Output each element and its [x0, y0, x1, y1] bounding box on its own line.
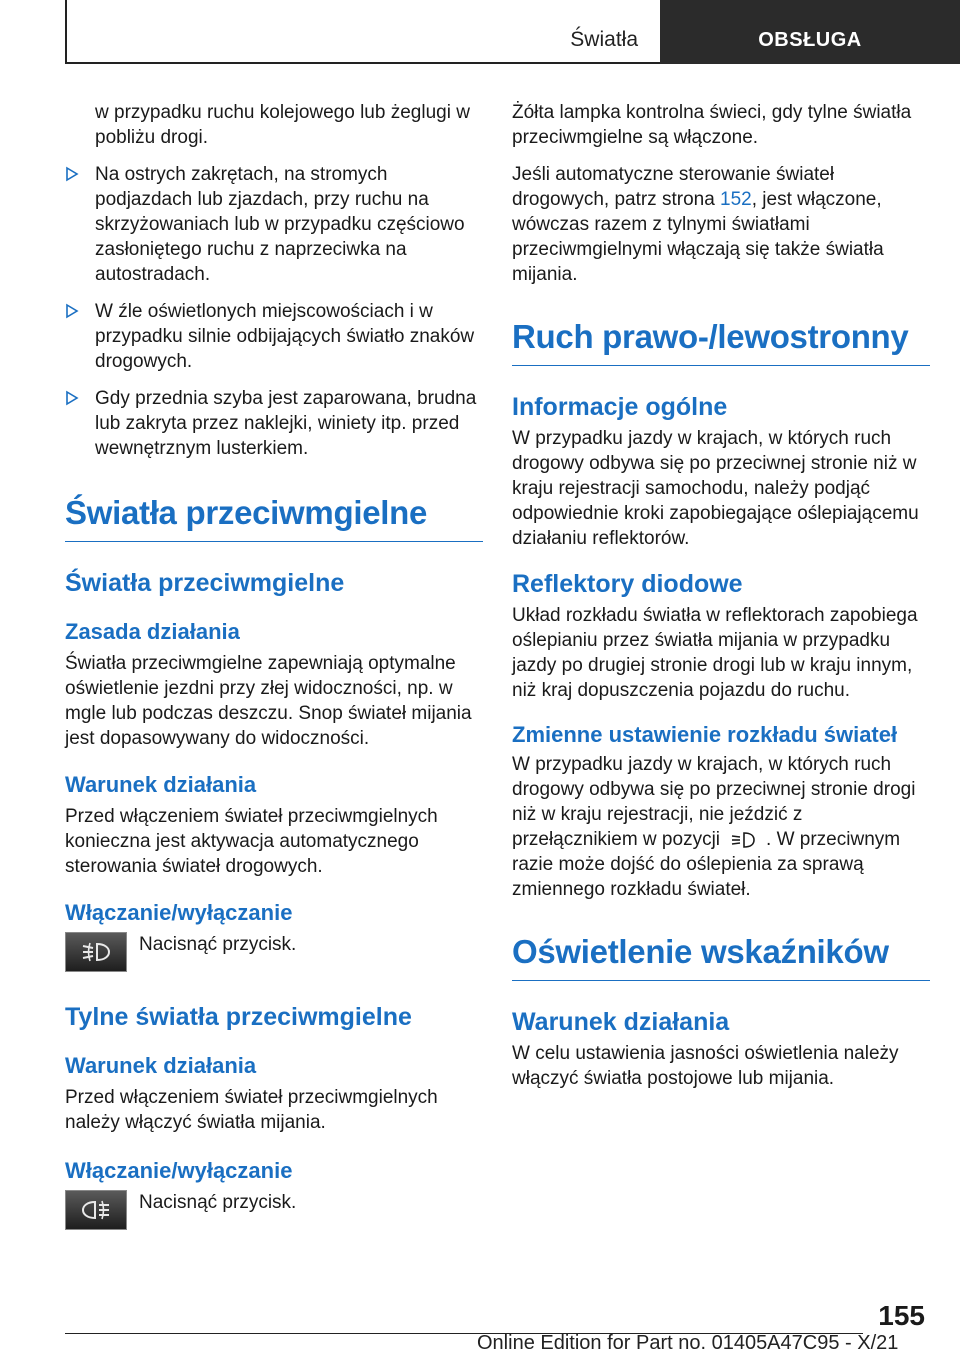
front-fog-light-icon — [65, 932, 127, 972]
list-item — [65, 162, 483, 287]
text-condition: Przed włączeniem świateł przeciwmgielnych należy włączyć światła mijania. — [65, 1087, 438, 1133]
left-column — [65, 100, 483, 1230]
subsection-title-led: Reflektory diodowe — [512, 570, 743, 598]
heading-condition: Warunek działania — [65, 1053, 257, 1078]
subsection-title-rear-fog: Tylne światła przeciwmgielne — [65, 1003, 412, 1031]
list-item — [65, 386, 483, 461]
header-bottom-rule — [65, 62, 660, 64]
header-chapter-tab: OBSŁUGA — [660, 0, 960, 64]
triangle-right-icon — [65, 389, 83, 407]
rear-fog-light-icon — [65, 1190, 127, 1230]
text-general: W przypadku jazdy w krajach, w których ruch drogowy odbywa się po przeciwnej stronie niż w kraju rejestracji samochodu, należy podjąć odpowiednie kroki zapobiegające oślepiającemu działaniu reflektorów. — [512, 428, 919, 549]
section-title-fog-lights: Światła przeciwmgielne — [65, 493, 483, 542]
page-reference-link[interactable]: 152 — [720, 189, 752, 210]
rear-fog-button-row — [65, 1190, 483, 1230]
triangle-right-icon — [65, 302, 83, 320]
heading-switch: Włączanie/wyłączanie — [65, 900, 293, 925]
text-switch: Nacisnąć przycisk. — [139, 934, 297, 955]
header-left-rule — [65, 0, 67, 64]
heading-principle: Zasada działania — [65, 619, 240, 644]
text-led: Układ rozkładu światła w reflektorach zapobiega oślepianiu przez światła mijania w przypadku jazdy po drugiej stronie drogi lub w kraju innym, niż kraj dopuszczenia pojazdu do ruchu. — [512, 605, 918, 701]
headlight-icon — [720, 830, 766, 850]
heading-variable-light: Zmienne ustawienie rozkładu świateł — [512, 722, 898, 747]
list-item-text: Gdy przednia szyba jest zaparowana, brudna lub zakryta przez naklejki, winiety itp. przed wewnętrznym lusterkiem. — [95, 388, 477, 459]
section-title-traffic: Ruch prawo-/lewostronny — [512, 317, 930, 366]
bullet-continuation: w przypadku ruchu kolejowego lub żeglugi w pobliżu drogi. — [95, 102, 470, 148]
text-auto-high-beam: Jeśli automatyczne sterowanie świateł drogowych, patrz strona 152, jest włączone, wówczas razem z tylnymi światłami przeciwmgielnymi włączają się także światła mijania. — [512, 164, 884, 285]
page-number: 155 — [878, 1300, 925, 1331]
text-indicator-lamp: Żółta lampka kontrolna świeci, gdy tylne światła przeciwmgielne są włączone. — [512, 102, 912, 148]
header-section-title: Światła — [570, 28, 638, 51]
subsection-title-condition: Warunek działania — [512, 1008, 730, 1036]
list-item-text: Na ostrych zakrętach, na stromych podjazdach lub zjazdach, przy ruchu na skrzyżowaniach lub w przypadku częściowo zasłoniętego ruchu z naprzeciwka na autostradach. — [95, 164, 465, 285]
subsection-title-front-fog: Światła przeciwmgielne — [65, 569, 345, 597]
text-condition: Przed włączeniem świateł przeciwmgielnych konieczna jest aktywacja automatycznego sterowania świateł drogowych. — [65, 806, 438, 877]
text-switch: Nacisnąć przycisk. — [139, 1192, 297, 1213]
text-variable-light: W przypadku jazdy w krajach, w których ruch drogowy odbywa się po przeciwnej stronie drogi niż w kraju rejestracji, nie jeździć z przełącznikiem w pozycji . W przeciwnym razie może dojść do oślepienia za sprawą zmiennego rozkładu świateł. — [512, 754, 916, 900]
subsection-title-general: Informacje ogólne — [512, 393, 728, 421]
triangle-right-icon — [65, 165, 83, 183]
heading-condition: Warunek działania — [65, 772, 257, 797]
list-item — [65, 299, 483, 374]
list-item-text: W źle oświetlonych miejscowościach i w przypadku silnie odbijających światło znaków drogowych. — [95, 301, 475, 372]
right-column — [512, 100, 930, 1091]
text-condition: W celu ustawienia jasności oświetlenia należy włączyć światła postojowe lub mijania. — [512, 1043, 899, 1089]
front-fog-button-row — [65, 932, 483, 972]
text-principle: Światła przeciwmgielne zapewniają optymalne oświetlenie jezdni przy złej widoczności, np. w mgle lub podczas deszczu. Snop świateł mijania jest dopasowywany do widoczności. — [65, 653, 472, 749]
heading-switch: Włączanie/wyłączanie — [65, 1158, 293, 1183]
footer-edition: Online Edition for Part no. 01405A47C95 - X/21 — [477, 1332, 899, 1354]
section-title-instrument-lighting: Oświetlenie wskaźników — [512, 932, 930, 981]
